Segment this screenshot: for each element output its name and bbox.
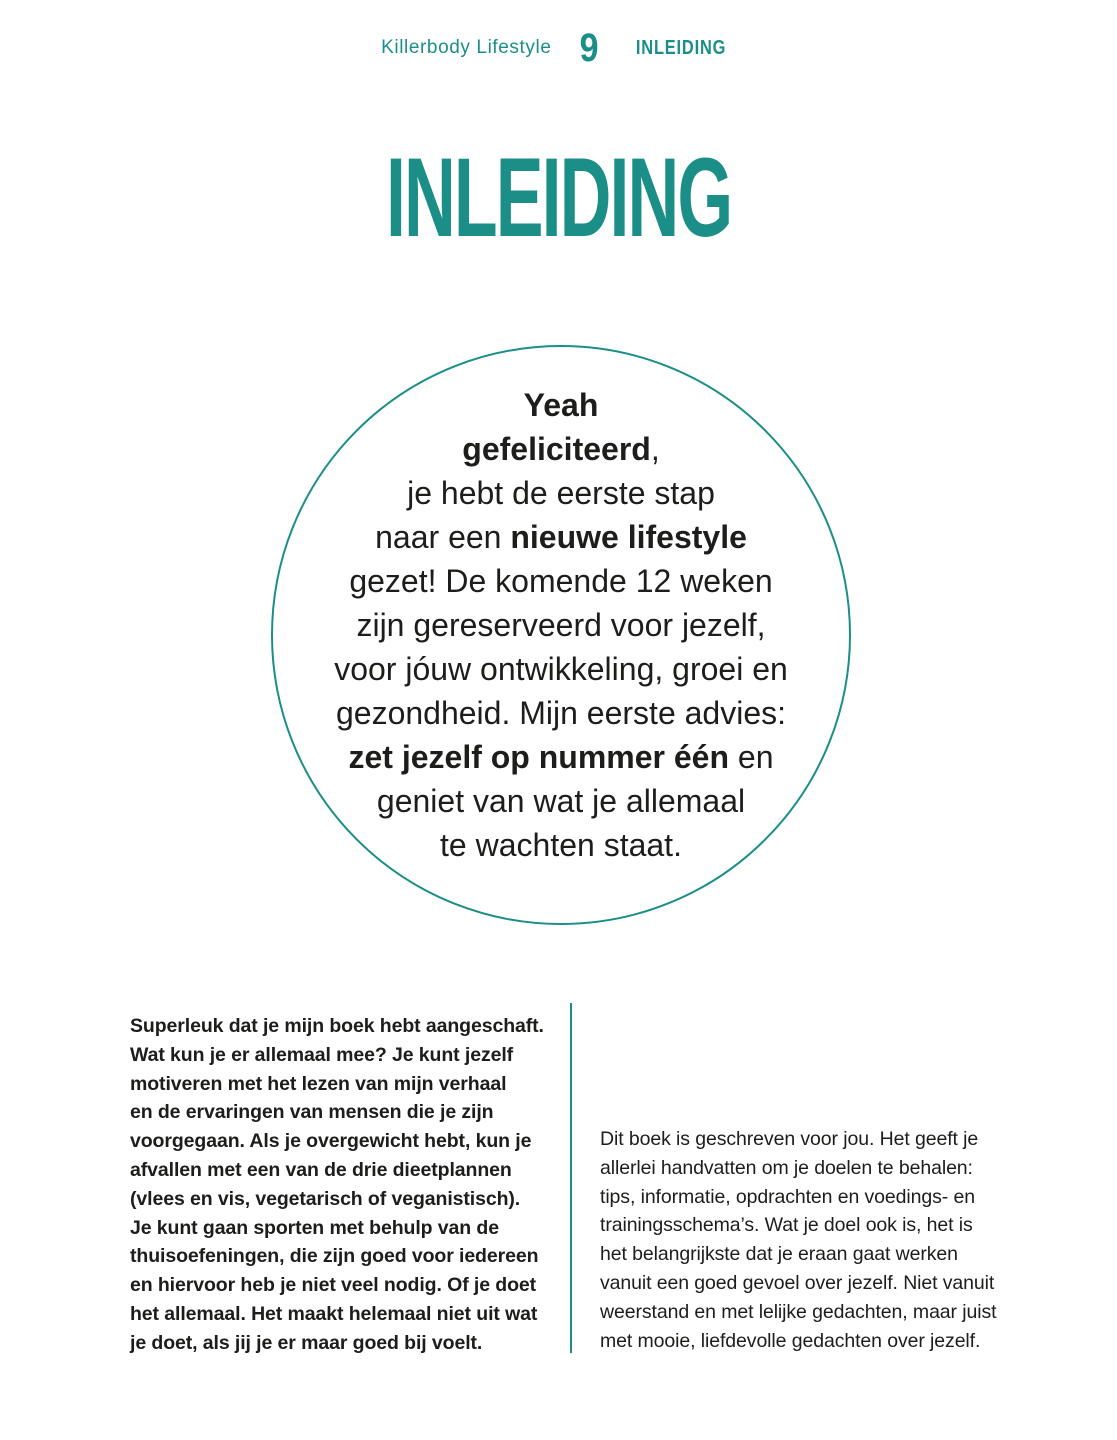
text-line: afvallen met een van de drie dieetplannen: [130, 1158, 512, 1181]
text-line: het allemaal. Het maakt helemaal niet uit wat: [130, 1302, 538, 1325]
quote-segment: nieuwe lifestyle: [510, 519, 747, 555]
quote-line: [233, 647, 889, 691]
book-title: Killerbody Lifestyle: [381, 37, 552, 58]
text-line: Je kunt gaan sporten met behulp van de: [130, 1216, 499, 1239]
quote-circle: [271, 345, 851, 925]
text-line: motiveren met het lezen van mijn verhaal: [130, 1072, 507, 1095]
running-header: [0, 28, 1117, 68]
quote-line: [233, 735, 889, 779]
quote-line: [233, 515, 889, 559]
quote-segment: geniet van wat je allemaal: [376, 783, 746, 819]
quote-segment: Yeah: [523, 387, 599, 423]
text-line: weerstand en met lelijke gedachten, maar juist: [600, 1300, 997, 1323]
quote-line: [233, 383, 889, 427]
quote-segment: je hebt de eerste stap: [407, 475, 715, 511]
text-line: Dit boek is geschreven voor jou. Het geeft je: [600, 1128, 979, 1150]
quote-line: [233, 603, 889, 647]
text-line: en hiervoor heb je niet veel nodig. Of je doet: [130, 1274, 537, 1297]
page-title: [0, 135, 1117, 282]
text-line: vanuit een goed gevoel over jezelf. Niet vanuit: [600, 1271, 995, 1294]
text-line: je doet, als jij je er maar goed bij voelt.: [130, 1331, 483, 1354]
quote-line: [233, 427, 889, 471]
right-text-column: [600, 1125, 1015, 1355]
text-line: Superleuk dat je mijn boek hebt aangeschaft.: [130, 1015, 544, 1037]
quote-segment: te wachten staat.: [440, 827, 682, 863]
text-line: allerlei handvatten om je doelen te behalen:: [600, 1156, 973, 1179]
page-number: 9: [579, 26, 599, 70]
page-title-text: INLEIDING: [385, 135, 732, 260]
column-divider: [570, 1003, 572, 1353]
text-line: (vlees en vis, vegetarisch of veganistisch).: [130, 1187, 521, 1210]
text-line: Wat kun je er allemaal mee? Je kunt jezelf: [130, 1043, 514, 1066]
text-line: het belangrijkste dat je eraan gaat werken: [600, 1243, 958, 1266]
quote-segment: zijn gereserveerd voor jezelf,: [356, 607, 766, 643]
text-line: en de ervaringen van mensen die je zijn: [130, 1101, 494, 1124]
quote-circle-text: [233, 383, 889, 867]
quote-line: [233, 823, 889, 867]
quote-segment: gefeliciteerd: [462, 431, 651, 467]
text-line: voorgegaan. Als je overgewicht hebt, kun je: [130, 1130, 532, 1153]
left-text-column: [130, 1012, 545, 1358]
quote-line: [233, 559, 889, 603]
quote-segment: naar een: [375, 519, 511, 555]
quote-line: [233, 471, 889, 515]
quote-line: [233, 779, 889, 823]
quote-segment: gezet! De komende 12 weken: [349, 563, 773, 599]
quote-segment: gezondheid. Mijn eerste advies:: [335, 695, 787, 731]
chapter-label: INLEIDING: [635, 36, 726, 59]
text-line: met mooie, liefdevolle gedachten over jezelf.: [600, 1329, 981, 1352]
text-line: thuisoefeningen, die zijn goed voor iedereen: [130, 1245, 539, 1268]
quote-segment: voor jóuw ontwikkeling, groei en: [334, 651, 788, 687]
quote-line: [233, 691, 889, 735]
quote-segment: ,: [650, 431, 660, 467]
quote-segment: zet jezelf op nummer één: [348, 739, 730, 775]
text-line: tips, informatie, opdrachten en voedings- en: [600, 1185, 975, 1208]
quote-segment: en: [729, 739, 774, 775]
text-line: trainingsschema’s. Wat je doel ook is, het is: [600, 1214, 973, 1237]
